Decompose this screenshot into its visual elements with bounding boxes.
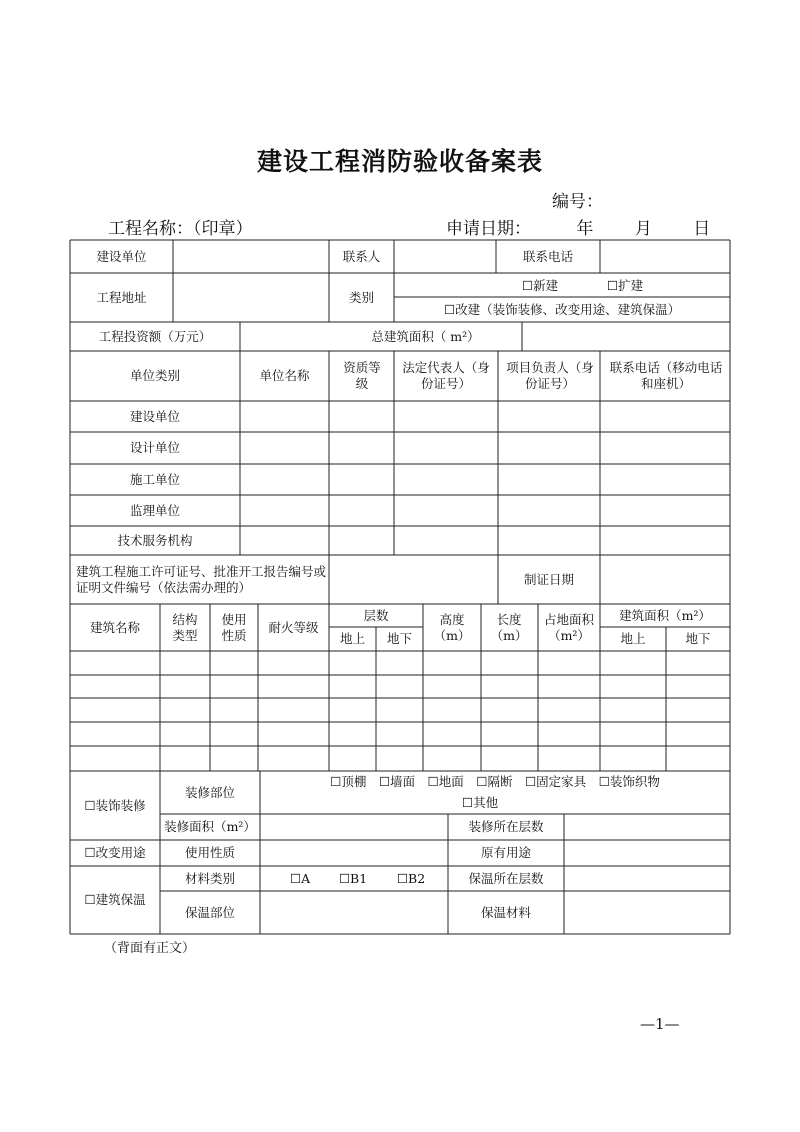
legal-rep-header: 法定代表人（身份证号） <box>402 360 490 391</box>
unit-row-label: 监理单位 <box>129 502 180 518</box>
address-field[interactable] <box>173 273 329 322</box>
page-number: —1— <box>640 1015 680 1033</box>
unit-row-label: 建设单位 <box>129 408 180 424</box>
serial-number-label: 编号： <box>552 192 603 212</box>
material-a-option[interactable]: ☐A <box>289 870 311 886</box>
option-expand[interactable]: ☐扩建 <box>606 278 644 293</box>
floors-above-header: 地上 <box>339 631 365 646</box>
month-label: 月 <box>634 219 652 239</box>
address-label: 工程地址 <box>96 289 147 305</box>
qualification-header: 资质等级 <box>343 360 381 391</box>
back-page-note: （背面有正文） <box>104 941 196 956</box>
option-rebuild[interactable]: ☐改建（装饰装修、改变用途、建筑保温） <box>443 302 681 317</box>
use-change-checkbox[interactable]: ☐改变用途 <box>84 845 146 860</box>
area-above-header: 地上 <box>620 631 646 646</box>
use-nature-label: 使用性质 <box>184 845 235 860</box>
category-label: 类别 <box>348 289 374 305</box>
length-header: 长度（m） <box>490 611 528 643</box>
decoration-part-options[interactable]: ☐顶棚 ☐墙面 ☐地面 ☐隔断 ☐固定家具 ☐装饰织物 <box>330 774 660 789</box>
decoration-floor-label: 装修所在层数 <box>468 819 544 834</box>
unit-phone-header: 联系电话（移动电话和座机） <box>609 360 723 391</box>
decoration-part-label: 装修部位 <box>184 784 235 800</box>
decoration-area-label: 装修面积（m²） <box>164 819 256 834</box>
unit-row-label: 技术服务机构 <box>117 532 193 548</box>
insulation-floor-label: 保温所在层数 <box>468 870 544 886</box>
material-type-label: 材料类别 <box>184 870 235 886</box>
page-title: 建设工程消防验收备案表 <box>256 147 543 176</box>
phone-field[interactable] <box>600 240 730 273</box>
building-name-header: 建筑名称 <box>89 619 140 635</box>
insulation-checkbox[interactable]: ☐建筑保温 <box>84 892 146 907</box>
apply-date-label: 申请日期： <box>446 219 531 239</box>
project-name-label: 工程名称：（印章） <box>108 219 253 239</box>
total-area-field[interactable] <box>522 322 730 351</box>
unit-row-label: 设计单位 <box>129 440 180 455</box>
option-new-build[interactable]: ☐新建 <box>521 278 559 293</box>
material-b2-option[interactable]: ☐B2 <box>396 870 426 886</box>
builder-field[interactable] <box>173 240 329 273</box>
insulation-material-label: 保温材料 <box>480 904 531 920</box>
floors-header: 层数 <box>363 607 389 623</box>
unit-name-header: 单位名称 <box>259 368 310 383</box>
project-lead-header: 项目负责人（身份证号） <box>506 360 594 391</box>
use-nature-header: 使用性质 <box>221 611 247 643</box>
contact-field[interactable] <box>394 240 496 273</box>
decoration-other-option[interactable]: ☐其他 <box>461 795 499 810</box>
contact-label: 联系人 <box>342 248 381 264</box>
phone-label: 联系电话 <box>522 248 573 264</box>
structure-type-header: 结构类型 <box>172 611 198 643</box>
material-b1-option[interactable]: ☐B1 <box>338 870 368 886</box>
original-use-label: 原有用途 <box>480 845 531 860</box>
builder-label: 建设单位 <box>96 248 147 264</box>
issue-date-label: 制证日期 <box>523 571 574 587</box>
apply-date <box>446 214 710 239</box>
height-header: 高度（m） <box>433 611 471 643</box>
unit-row-label: 施工单位 <box>129 471 180 487</box>
insulation-part-label: 保温部位 <box>184 904 235 920</box>
building-area-header: 建筑面积（m²） <box>619 607 711 623</box>
fire-rating-header: 耐火等级 <box>268 619 319 635</box>
day-label: 日 <box>693 219 711 239</box>
decoration-checkbox[interactable]: ☐装饰装修 <box>84 797 146 813</box>
unit-type-header: 单位类别 <box>129 368 180 383</box>
footprint-header: 占地面积（m²） <box>543 611 594 643</box>
floors-below-header: 地下 <box>386 631 412 646</box>
year-label: 年 <box>576 219 594 239</box>
total-area-label: 总建筑面积（ m²） <box>371 328 480 344</box>
permit-number-label: 建筑工程施工许可证号、批准开工报告编号或证明文件编号（依法需办理的） <box>76 563 327 595</box>
investment-label: 工程投资额（万元） <box>98 328 212 344</box>
area-below-header: 地下 <box>685 631 711 646</box>
